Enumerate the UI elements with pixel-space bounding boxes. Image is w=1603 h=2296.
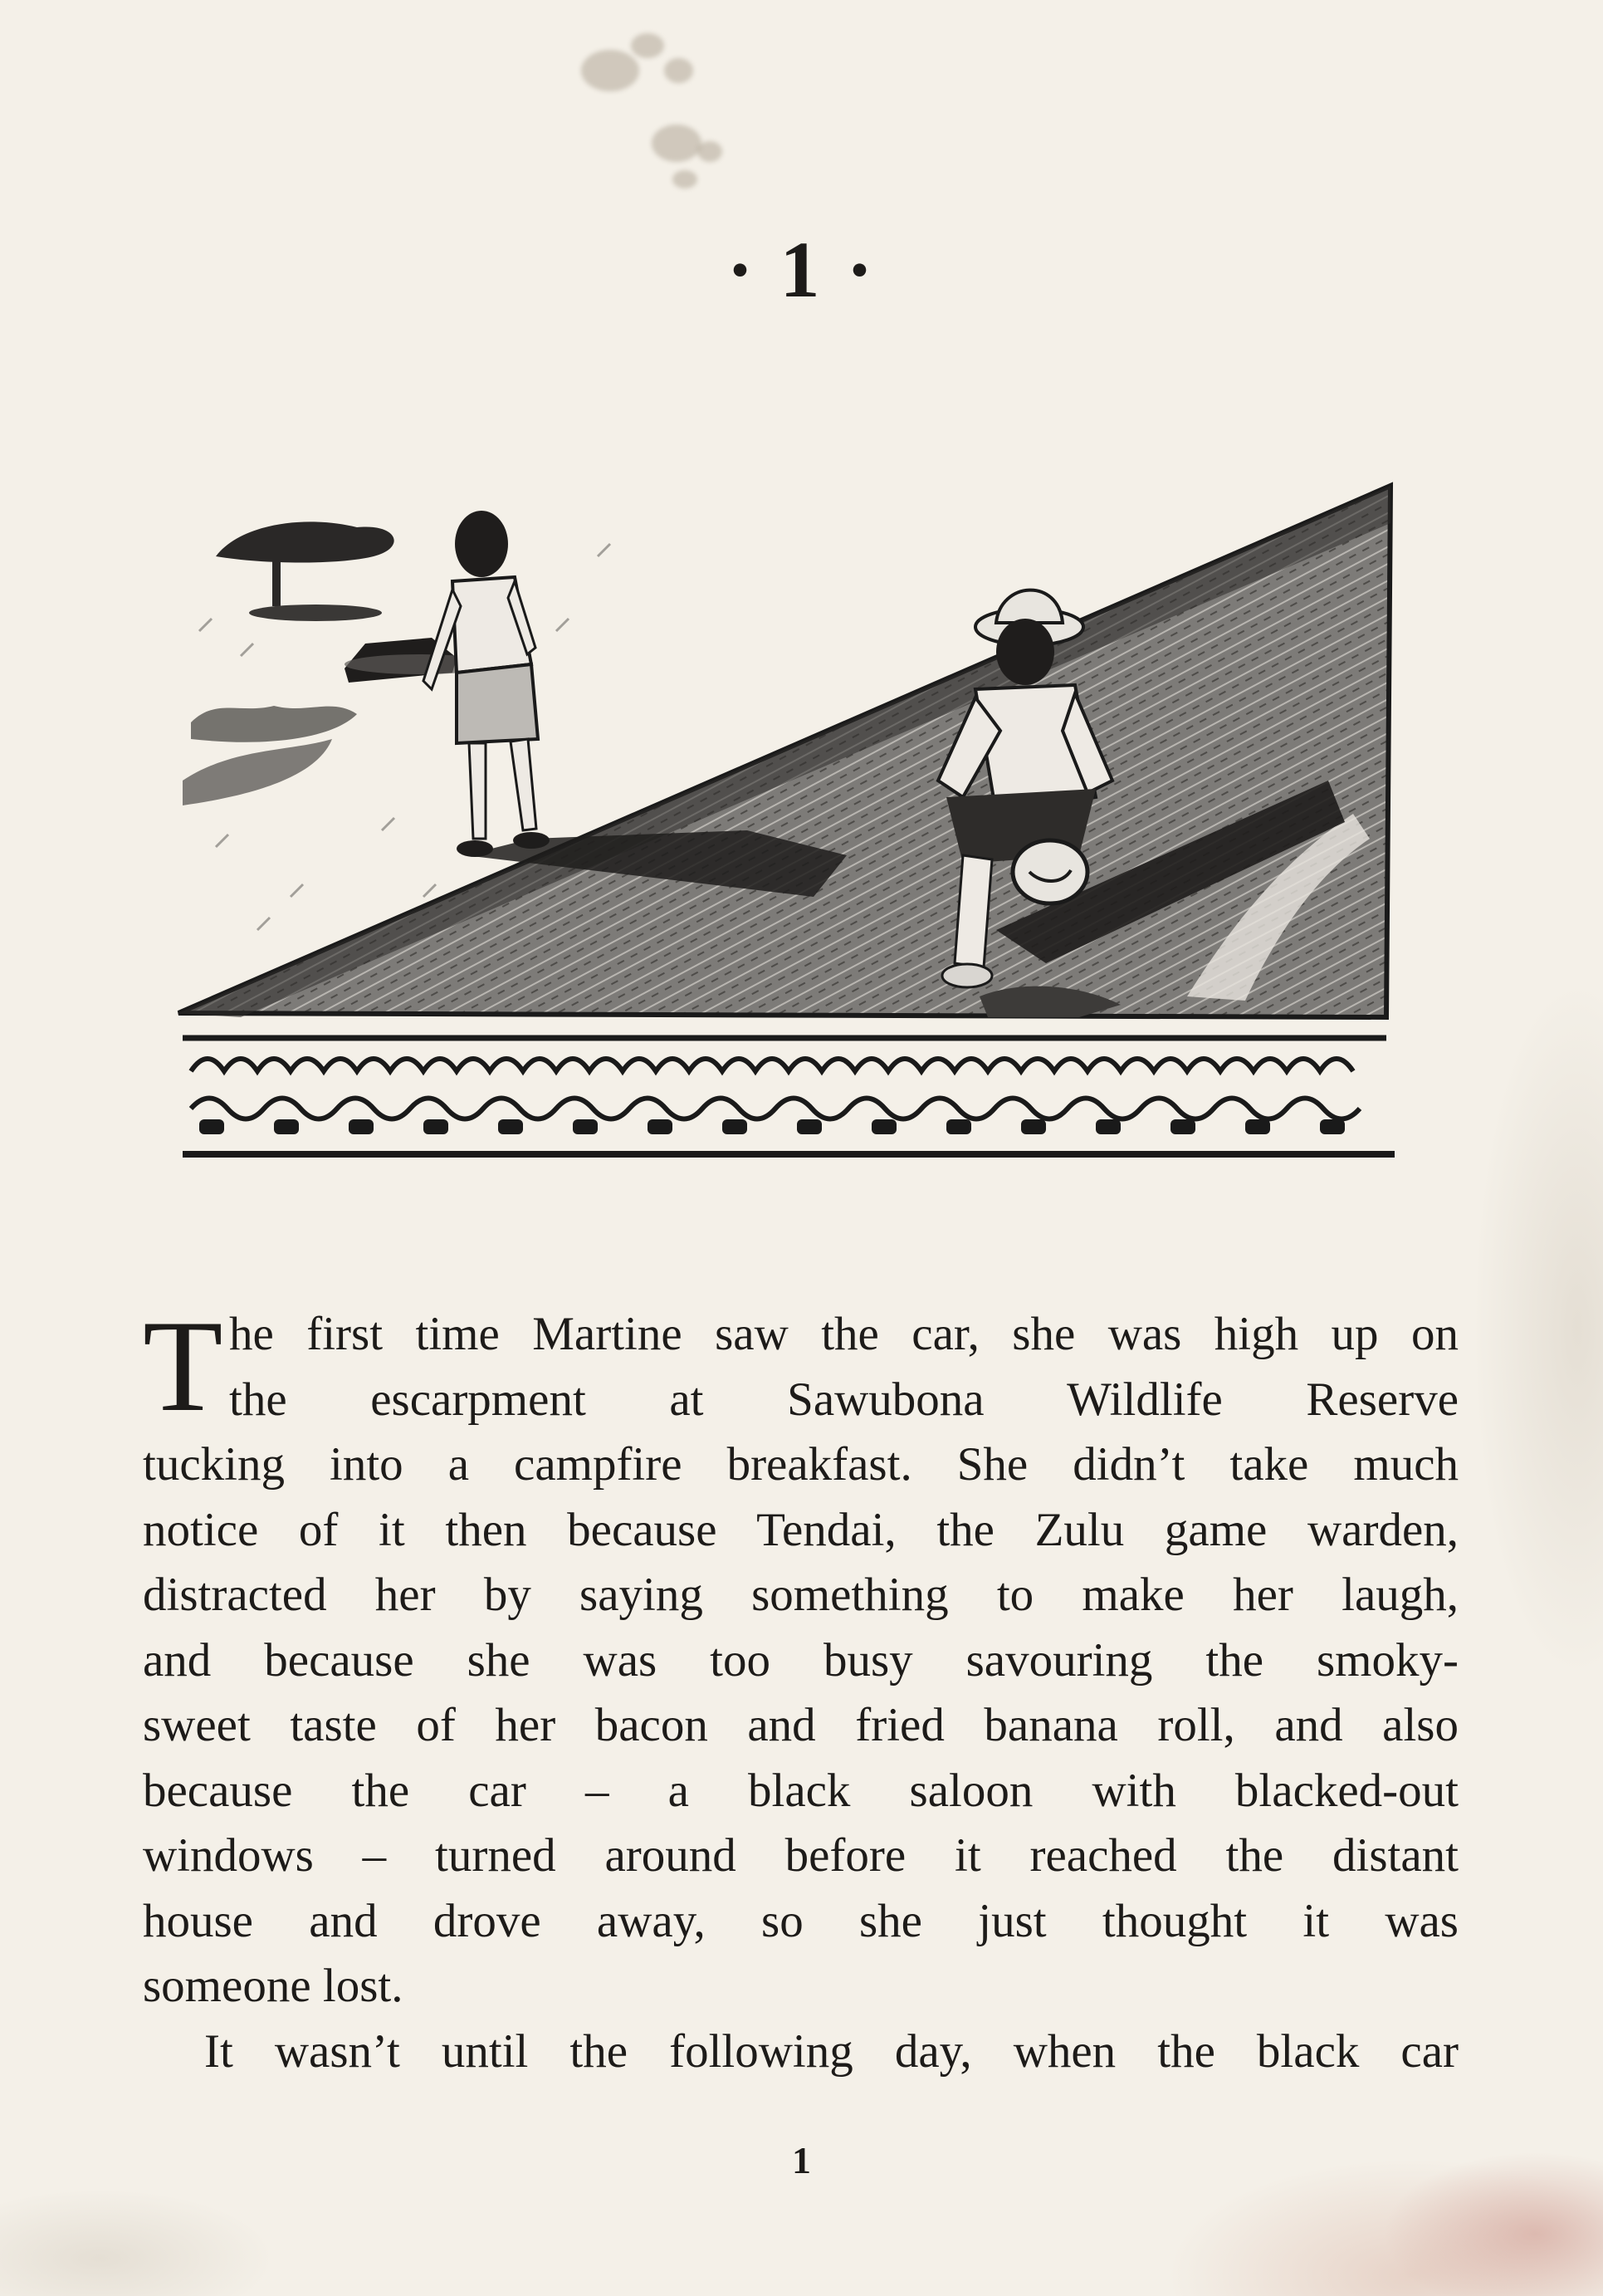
paw-stain — [697, 141, 722, 162]
chapter-body-text — [143, 1294, 1459, 2084]
text-line: and because she was too busy savouring the smoky- — [143, 1633, 1459, 1687]
text-line: someone lost. — [143, 1960, 403, 2012]
paw-stain — [664, 58, 693, 83]
paw-stain — [672, 170, 697, 188]
chapter-number: · 1 · — [726, 225, 877, 314]
text-line: sweet taste of her bacon and fried banana roll, and also — [143, 1699, 1459, 1751]
text-line: distracted her by saying something to make her laugh, — [143, 1569, 1459, 1621]
decorative-border — [183, 1038, 1395, 1154]
text-line: the escarpment at Sawubona Wildlife Reserve — [229, 1373, 1459, 1426]
text-line: notice of it then because Tendai, the Zulu game warden, — [143, 1503, 1459, 1556]
text-line: he first time Martine saw the car, she was high up on — [229, 1308, 1459, 1360]
illustration-girl-and-game-warden-campfire — [166, 465, 1411, 1179]
text-line: windows – turned around before it reached the distant — [143, 1829, 1459, 1882]
first-paragraph-opening — [143, 1294, 1459, 1439]
paw-stain — [652, 125, 701, 162]
paw-stain — [581, 50, 639, 91]
paw-stain — [631, 33, 664, 58]
second-paragraph-line: It wasn’t until the following day, when the black car — [204, 2024, 1459, 2078]
text-line: house and drove away, so she just thought it was — [143, 1894, 1459, 1947]
drop-cap: T — [143, 1294, 223, 1439]
text-line: tucking into a campfire breakfast. She didn’t take much — [143, 1438, 1459, 1491]
page-number: 1 — [792, 2139, 811, 2181]
text-line: because the car – a black saloon with blacked-out — [143, 1764, 1459, 1817]
